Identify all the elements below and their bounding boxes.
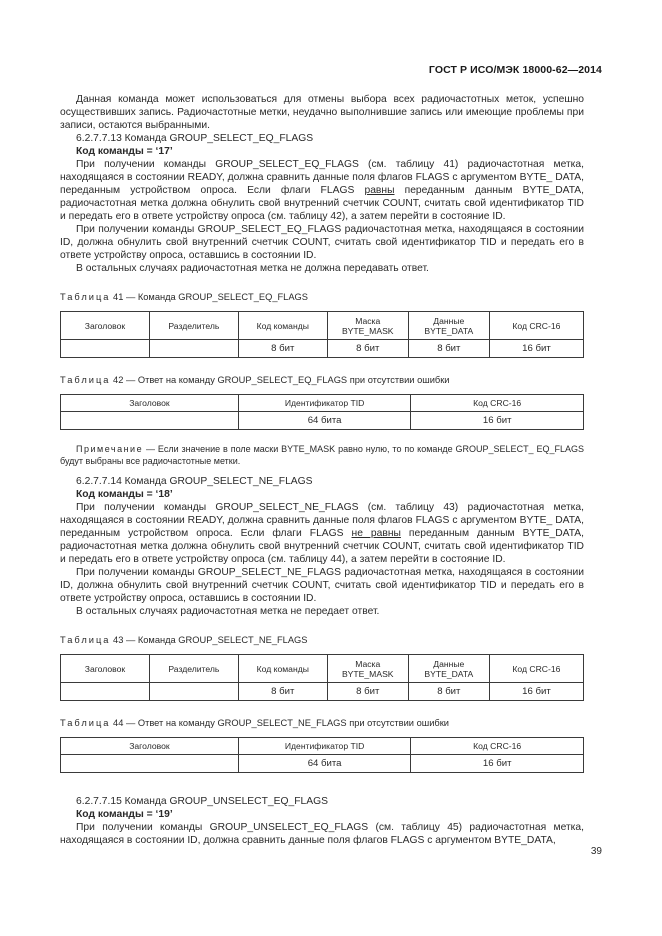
caption-text: 41 — Команда GROUP_SELECT_EQ_FLAGS: [110, 292, 308, 302]
table-row: [61, 340, 584, 358]
table-cell: [61, 412, 239, 430]
header-cell: Заголовок: [61, 738, 239, 755]
table-header-row: [61, 395, 584, 412]
header-cell: Заголовок: [61, 312, 150, 340]
paragraph-15-1: При получении команды GROUP_UNSELECT_EQ_FLAGS (см. таблицу 45) радиочастотная метка, находящаяся в состоянии ID, должна сравнить данные поля флагов FLAGS с аргументом BYTE_DATA,: [60, 822, 584, 846]
header-cell: Маска BYTE_MASK: [327, 655, 408, 683]
table-cell: [149, 340, 238, 358]
table-cell: [149, 683, 238, 701]
table-header-row: [61, 738, 584, 755]
header-cell: Идентификатор TID: [238, 738, 411, 755]
header-cell: Код CRC-16: [411, 395, 584, 412]
header-cell: Код CRC-16: [411, 738, 584, 755]
table-row: [61, 755, 584, 773]
header-cell: Разделитель: [149, 312, 238, 340]
table-41: [60, 311, 584, 358]
header-cell: Заголовок: [61, 655, 150, 683]
table-cell: 64 бита: [238, 755, 411, 773]
text-span: При получении команды GROUP_SELECT_NE_FLAGS (см. таблицу 43) радиочастотная метка, находящаяся в состоянии READY, должна сравнить данные поля флагов FLAGS с аргументом BYTE_ DATA, переданным устройством опроса. Если флаги FLAGS: [60, 502, 584, 539]
table-44: [60, 737, 584, 773]
table-44-caption: [60, 717, 584, 730]
table-cell: 8 бит: [327, 340, 408, 358]
table-cell: 16 бит: [411, 755, 584, 773]
paragraph-14-3: В остальных случаях радиочастотная метка не передает ответ.: [76, 606, 380, 617]
text-span: переданным данным BYTE_DATA, радиочастотная метка должна обнулить свой внутренний счетчик COUNT, считать свой идентификатор TID и передать его в ответе устройству опроса (см. таблицу 42), а затем перейти в состояние ID.: [60, 185, 585, 222]
table-43-caption: [60, 634, 584, 647]
paragraph-13-1: [60, 158, 584, 223]
table-42: [60, 394, 584, 430]
document-body: [60, 93, 584, 847]
header-cell: Заголовок: [61, 395, 239, 412]
caption-text: 44 — Ответ на команду GROUP_SELECT_NE_FLAGS при отсутствии ошибки: [110, 718, 449, 728]
paragraph-13-3: В остальных случаях радиочастотная метка не должна передавать ответ.: [76, 263, 429, 274]
table-43: [60, 654, 584, 701]
table-label: Таблица: [60, 718, 111, 728]
caption-text: 42 — Ответ на команду GROUP_SELECT_EQ_FLAGS при отсутствии ошибки: [110, 375, 450, 385]
table-label: Таблица: [60, 375, 111, 385]
table-note: [60, 444, 584, 467]
table-cell: [61, 340, 150, 358]
section-heading-15: 6.2.7.7.15 Команда GROUP_UNSELECT_EQ_FLAGS: [76, 796, 328, 807]
text-span: При получении команды GROUP_SELECT_EQ_FLAGS (см. таблицу 41) радиочастотная метка, находящаяся в состоянии READY, должна сравнить данные поля флагов FLAGS с аргументом BYTE_ DATA, переданным устройством опроса. Если флаги FLAGS: [60, 159, 584, 196]
note-label: Примечание: [76, 444, 144, 454]
table-42-caption: [60, 374, 584, 387]
page-number: 39: [590, 846, 602, 857]
table-label: Таблица: [60, 635, 111, 645]
table-cell: 8 бит: [238, 683, 327, 701]
table-header-row: [61, 655, 584, 683]
section-heading-13: 6.2.7.7.13 Команда GROUP_SELECT_EQ_FLAGS: [76, 133, 314, 144]
command-code-14: Код команды = ‘18’: [76, 489, 173, 500]
command-code-15: Код команды = ‘19’: [76, 809, 173, 820]
header-cell: Идентификатор TID: [238, 395, 411, 412]
table-cell: 16 бит: [489, 340, 583, 358]
paragraph-13-2: При получении команды GROUP_SELECT_EQ_FLAGS радиочастотная метка, находящаяся в состоянии ID, должна обнулить свой внутренний счетчик COUNT, считать свой идентификатор TID и передать его в ответе устройству опроса, оставшись в состоянии ID.: [60, 224, 584, 261]
table-cell: 16 бит: [489, 683, 583, 701]
header-cell: Код CRC-16: [489, 655, 583, 683]
section-heading-14: 6.2.7.7.14 Команда GROUP_SELECT_NE_FLAGS: [76, 476, 313, 487]
table-cell: 8 бит: [238, 340, 327, 358]
header-cell: Код команды: [238, 312, 327, 340]
table-cell: 16 бит: [411, 412, 584, 430]
table-row: [61, 412, 584, 430]
command-code-13: Код команды = ‘17’: [76, 146, 173, 157]
table-row: [61, 683, 584, 701]
header-cell: Маска BYTE_MASK: [327, 312, 408, 340]
page-header-title: ГОСТ Р ИСО/МЭК 18000-62—2014: [428, 64, 602, 76]
note-text: — Если значение в поле маски BYTE_MASK равно нулю, то по команде GROUP_SELECT_ EQ_FLAGS будут выбраны все радиочастотные метки.: [60, 444, 584, 466]
header-cell: Данные BYTE_DATA: [408, 312, 489, 340]
header-cell: Код CRC-16: [489, 312, 583, 340]
table-cell: 8 бит: [408, 340, 489, 358]
text-span: переданным данным BYTE_DATA, радиочастотная метка должна обнулить свой внутренний счетчик COUNT, считать свой идентификатор TID и передать его в ответе устройству опроса (см. таблицу 44), а затем перейти в состояние ID.: [60, 528, 584, 565]
header-cell: Данные BYTE_DATA: [408, 655, 489, 683]
table-label: Таблица: [60, 292, 111, 302]
underlined-not-equal: не равны: [351, 528, 401, 539]
header-cell: Разделитель: [149, 655, 238, 683]
caption-text: 43 — Команда GROUP_SELECT_NE_FLAGS: [110, 635, 308, 645]
header-cell: Код команды: [238, 655, 327, 683]
table-cell: [61, 755, 239, 773]
table-cell: [61, 683, 150, 701]
table-cell: 8 бит: [327, 683, 408, 701]
paragraph-14-2: При получении команды GROUP_SELECT_NE_FLAGS радиочастотная метка, находящаяся в состоянии ID, должна обнулить свой внутренний счетчик COUNT, считать свой идентификатор TID и передать его в ответе устройству опроса, оставшись в состоянии ID.: [60, 567, 584, 604]
table-header-row: [61, 312, 584, 340]
paragraph-14-1: [60, 501, 584, 566]
intro-paragraph: Данная команда может использоваться для отмены выбора всех радиочастотных меток, успешно осуществивших запись. Радиочастотные метки, неудачно выполнившие запись или имеющие проблемы при записи, остаются выбранными.: [60, 94, 584, 131]
underlined-equal: равны: [364, 185, 395, 196]
table-cell: 8 бит: [408, 683, 489, 701]
table-cell: 64 бита: [238, 412, 411, 430]
table-41-caption: [60, 291, 584, 304]
